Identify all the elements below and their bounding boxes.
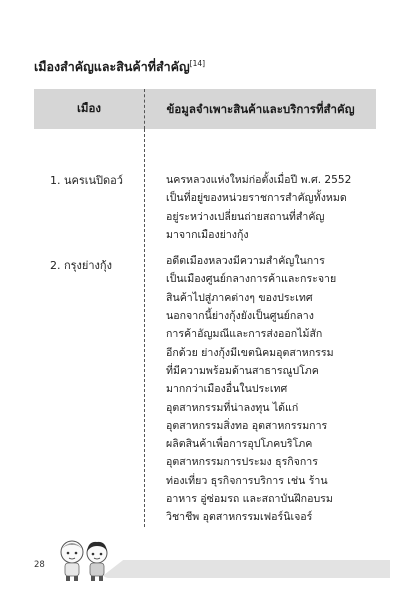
info-line: อีกด้วย ย่างกุ้งมีเขตนิคมอุตสาหกรรม	[166, 346, 334, 359]
info-line: นครหลวงแห่งใหม่ก่อตั้งเมื่อปี พ.ศ. 2552	[166, 174, 352, 186]
table-body	[34, 129, 376, 527]
city-yangon: 2. กรุงย่างกุ้ง	[50, 259, 112, 272]
page-heading	[34, 57, 205, 77]
info-column	[144, 129, 376, 527]
table-row	[166, 252, 376, 526]
mascot-characters-icon	[50, 538, 120, 582]
col-header-city: เมือง	[76, 101, 102, 115]
table-header	[34, 89, 376, 129]
heading-text: เมืองสำคัญและสินค้าที่สำคัญ	[34, 59, 190, 74]
info-line: มากกว่าเมืองอื่นในประเทศ	[166, 383, 288, 396]
info-line: ผลิตสินค้าเพื่อการอุปโภคบริโภค	[166, 438, 313, 451]
info-line: นอกจากนี้ย่างกุ้งยังเป็นศูนย์กลาง	[166, 310, 314, 323]
city-column	[34, 129, 144, 527]
info-line: วิชาชีพ อุตสาหกรรมเฟอร์นิเจอร์	[166, 511, 313, 524]
table-row	[166, 171, 376, 244]
info-line: เป็นที่อยู่ของหน่วยราชการสำคัญทั้งหมด	[166, 192, 347, 205]
info-line: ที่มีความพร้อมด้านสาธารณูปโภค	[166, 364, 319, 377]
city-table	[34, 89, 376, 527]
info-line: อดีตเมืองหลวงมีความสำคัญในการ	[166, 255, 325, 268]
info-line: การค้าอัญมณีและการส่งออกไม้สัก	[166, 328, 323, 341]
info-line: อยู่ระหว่างเปลี่ยนถ่ายสถานที่สำคัญ	[166, 210, 325, 223]
info-line: เป็นเมืองศูนย์กลางการค้าและกระจาย	[166, 273, 337, 286]
footer-bar	[100, 560, 390, 578]
info-line: อุตสาหกรรมสิ่งทอ อุตสาหกรรมการ	[166, 419, 328, 432]
info-line: อาหาร อู่ซ่อมรถ และสถาบันฝึกอบรม	[166, 493, 333, 506]
info-line: มาจากเมืองย่างกุ้ง	[166, 228, 249, 241]
city-naypyidaw: 1. นครเนปิดอว์	[50, 174, 123, 187]
heading-reference: [14]	[189, 58, 206, 68]
info-line: อุตสาหกรรมที่น่าลงทุน ได้แก่	[166, 401, 299, 414]
info-line: ท่องเที่ยว ธุรกิจการบริการ เช่น ร้าน	[166, 474, 328, 487]
col-header-info: ข้อมูลจำเพาะสินค้าและบริการที่สำคัญ	[144, 89, 376, 129]
info-line: อุตสาหกรรมการประมง ธุรกิจการ	[166, 456, 318, 469]
page-number: 28	[34, 560, 45, 570]
info-line: สินค้าไปสู่ภาคต่างๆ ของประเทศ	[166, 291, 313, 304]
